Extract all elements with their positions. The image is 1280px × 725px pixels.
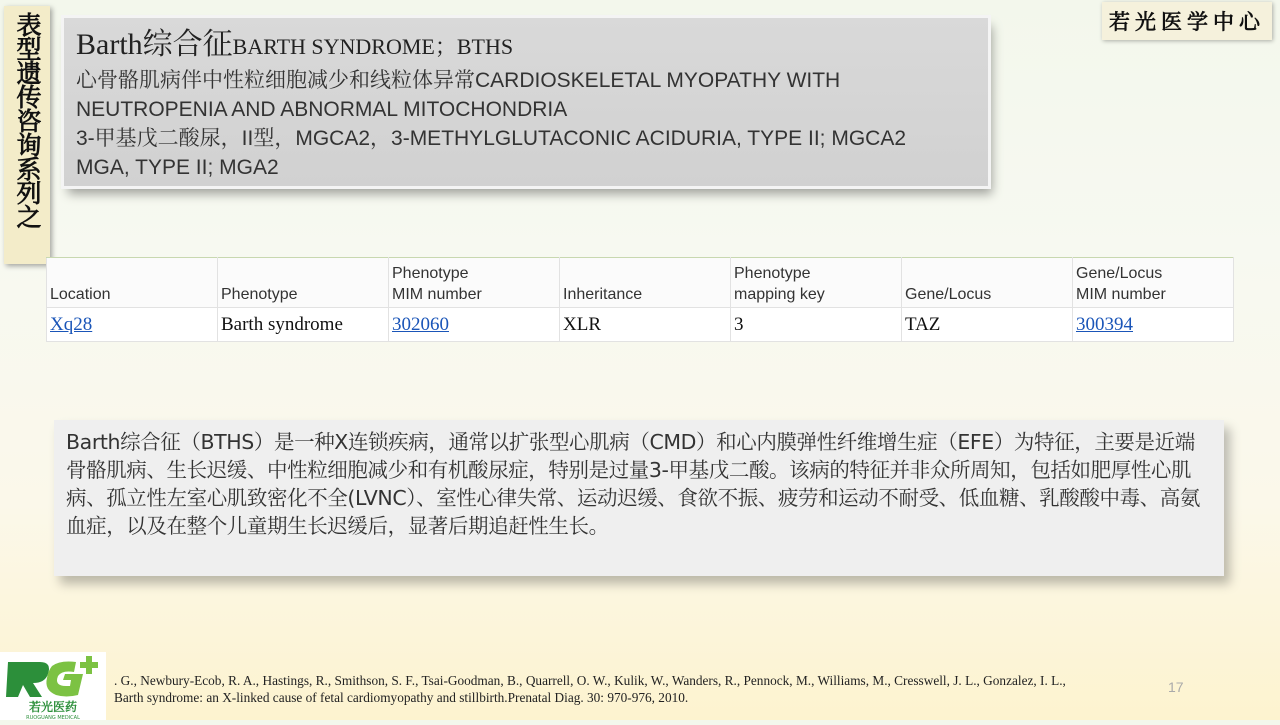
location-link[interactable]: Xq28: [50, 313, 93, 335]
table-header-row: [47, 258, 1234, 308]
description-text: Barth综合征（BTHS）是一种X连锁疾病，通常以扩张型心肌病（CMD）和心内膜弹性纤维增生症（EFE）为特征，主要是近端骨骼肌病、生长迟缓、中性粒细胞减少和有机酸尿症，特别是过量3-甲基戊二酸。该病的特征并非众所周知，包括如肥厚性心肌病、孤立性左室心肌致密化不全(LVNC）、室性心律失常、运动迟缓、食欲不振、疲劳和运动不耐受、低血糖、乳酸酸中毒、高氨血症，以及在整个儿童期生长迟缓后，显著后期追赶性生长。: [66, 430, 1200, 538]
title-alias-1-cont: NEUTROPENIA AND ABNORMAL MITOCHONDRIA: [76, 98, 568, 121]
logo-text: 若光医药: [28, 700, 78, 714]
cell-gene-locus: TAZ: [902, 308, 1073, 342]
logo-graphic: [0, 652, 106, 720]
title-main-text: Barth综合征: [76, 28, 233, 61]
phenotype-mim-link[interactable]: 302060: [392, 313, 449, 335]
cell-gene-mim: [1073, 308, 1234, 342]
table-row: [47, 308, 1234, 342]
title-main-en: BARTH SYNDROME；BTHS: [232, 34, 514, 59]
company-logo: [0, 652, 106, 720]
header-phenotype: Phenotype: [218, 258, 389, 308]
cell-inheritance: XLR: [560, 308, 731, 342]
series-title-banner: [4, 6, 50, 264]
reference-citation: [114, 672, 1194, 706]
gene-mim-link[interactable]: 300394: [1076, 313, 1133, 335]
page-title: [76, 26, 976, 66]
reference-line-1: . G., Newbury-Ecob, R. A., Hastings, R., Smithson, S. F., Tsai-Goodman, B., Quarrell, O. W., Kulik, W., Wanders, R., Pennock, M., Williams, M., Cresswell, J. L., Gonzalez, I. L.,: [114, 673, 1066, 688]
cell-mapping-key: 3: [731, 308, 902, 342]
title-alias-1: 心骨骼肌病伴中性粒细胞减少和线粒体异常CARDIOSKELETAL MYOPATHY WITH: [76, 69, 841, 92]
page-number: 17: [1168, 679, 1184, 695]
brand-banner: [1102, 2, 1272, 40]
header-inheritance: Inheritance: [560, 258, 731, 308]
header-phenotype-mim: Phenotype MIM number: [389, 258, 560, 308]
omim-table: [46, 257, 1234, 342]
description-box: [54, 420, 1224, 576]
series-title: 表型遗传咨询系列之: [13, 12, 42, 228]
title-box: [64, 18, 988, 186]
title-alias-2-cont: MGA, TYPE II; MGA2: [76, 156, 279, 179]
cell-phenotype-mim: [389, 308, 560, 342]
header-gene-mim: Gene/Locus MIM number: [1073, 258, 1234, 308]
title-alias-2: 3-甲基戊二酸尿，II型，MGCA2，3-METHYLGLUTACONIC ACIDURIA, TYPE II; MGCA2: [76, 127, 907, 150]
logo-subtext: RUOGUANG MEDICAL: [26, 715, 80, 720]
header-gene-locus: Gene/Locus: [902, 258, 1073, 308]
cell-location: [47, 308, 218, 342]
reference-line-2: Barth syndrome: an X-linked cause of fetal cardiomyopathy and stillbirth.Prenatal Diag. 30: 970-976, 2010.: [114, 690, 689, 705]
header-location: Location: [47, 258, 218, 308]
cell-phenotype: Barth syndrome: [218, 308, 389, 342]
header-mapping-key: Phenotype mapping key: [731, 258, 902, 308]
brand-name: 若光医学中心: [1109, 9, 1265, 34]
